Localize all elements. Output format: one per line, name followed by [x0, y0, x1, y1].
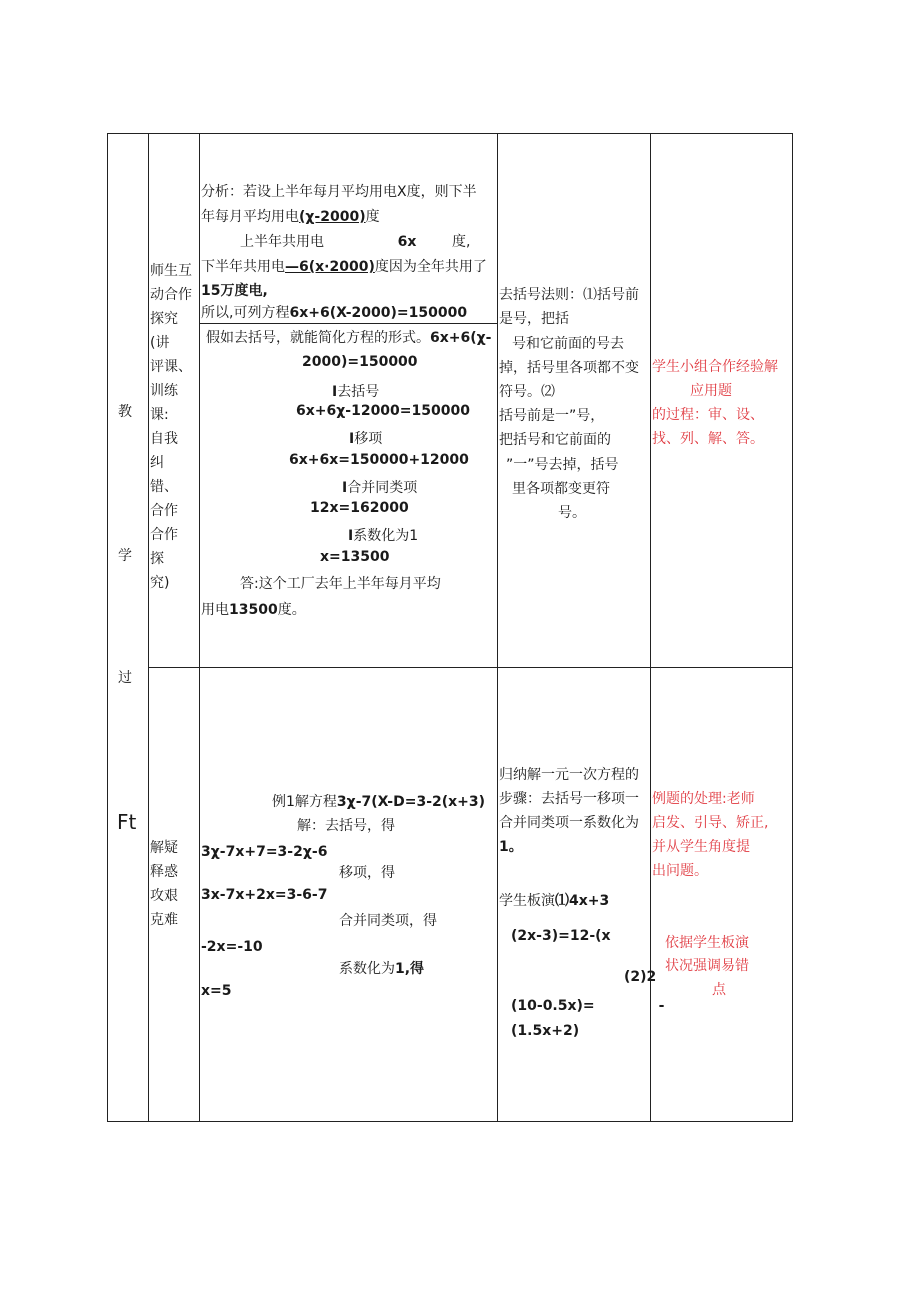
column-divider-1	[148, 133, 149, 1122]
column-divider-2	[199, 133, 200, 1122]
table-border-top	[107, 133, 793, 134]
stage-char-1: 教	[118, 404, 132, 420]
analysis-underline	[199, 323, 497, 324]
stage-char-3: 过	[118, 670, 132, 686]
lesson-plan-page: 教 学 过 Ft 师生互 动合作 探究 (讲 评课、 训练 课: 自我 纠 错、 合作 合作 探 究) 分析：若设上半年每月平均用电X度，则下半 年每月平均用电(χ-2000)度 上半年共用电 6x 度, 下半年共用电—6(x·2000)度因为全年共用了 15万度电, 所以,可列方程6x+6(X-2000)=150000 假如去括号，就能简化方程的形式。6x+6(χ- 2000)=150000 I去括号 6x+6χ-12000=150000 I移项 6x+6x=150000+12000 I合并同类项 12x=162000 I系数化为1 x=13500 答:这个工厂去年上半年每月平均 用电13500度。 去括号法则：⑴括号前 是号，把括 号和它前面的号去 掉，括号里各项都不变 符号。⑵ 括号前是一”号， 把括号和它前面的 ”一”号去掉，括号 里各项都变更符 号。 学生小组合作经验解 应用题 的过程：审、设、 找、列、解、答。 解疑 释惑 攻艰 克难 例1解方程3χ-7(X-D=3-2(x+3) 解：去括号，得 3χ-7x+7=3-2χ-6 移项，得 3x-7x+2x=3-6-7 合并同类项，得 -2x=-10 系数化为1,得 x=5 归纳解一元一次方程的 步骤：去括号一移项一 合并同类项一系数化为 1。 学生板演⑴4x+3 (2x-3)=12-(x (2)2 (10-0.5x)= - (1.5x+2) 例题的处理:老师 启发、引导、矫正, 并从学生角度提 出问题。 依据学生板演 状况强调易错 点	[0, 0, 920, 1301]
table-border-left	[107, 133, 108, 1122]
table-border-bottom	[107, 1121, 793, 1122]
stage-char-2: 学	[118, 548, 132, 564]
stage-char-4: Ft	[117, 810, 137, 834]
column-divider-3	[497, 133, 498, 1122]
row-divider	[148, 667, 793, 668]
table-border-right	[792, 133, 793, 1122]
